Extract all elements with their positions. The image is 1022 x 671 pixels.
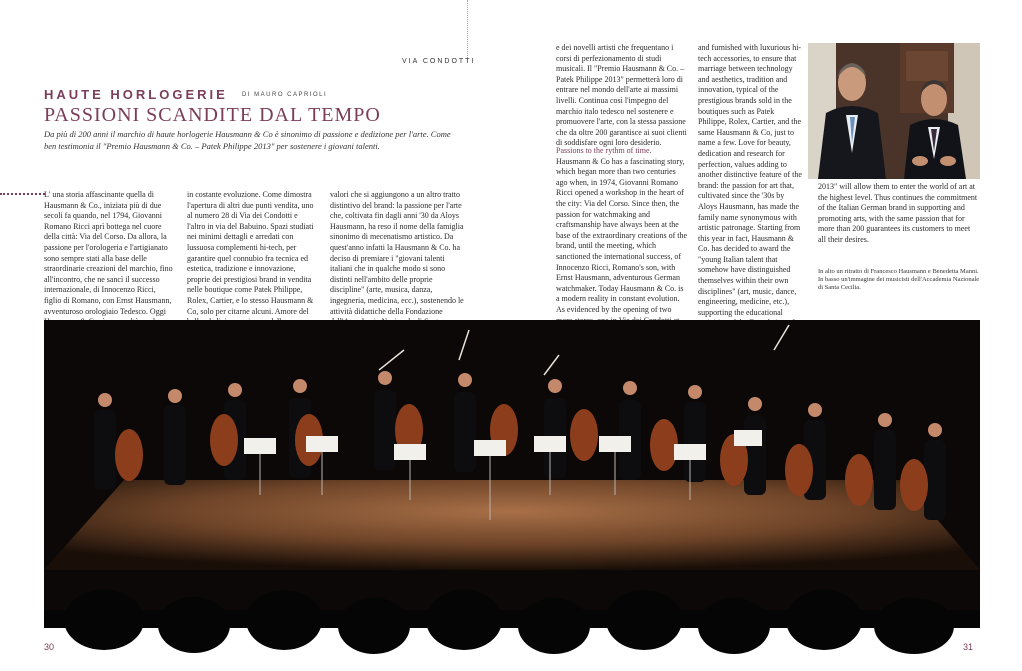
body-column-4 <box>556 43 688 147</box>
page-fold-line <box>467 0 468 62</box>
page-number-right: 31 <box>963 642 974 652</box>
dotted-rule <box>0 193 45 195</box>
body-text: e dei novelli artisti che frequentano i corsi di perfezionamento di studi musicali. Il "Premio Hausmann & Co. – Patek Philippe 2013" permetterà loro di entrare nel mondo dell'arte ai massimi livelli. Continua così l'impegno del marchio italo tedesco nel sostenere e promuovere l'arte, con la stessa passione che da oltre 200 garantisce ai suoi clienti di soddisfare ogni loro desiderio. <box>556 43 687 148</box>
english-subhead: Passions to the rythm of time. <box>556 146 652 155</box>
article-kicker: HAUTE HORLOGERIE <box>44 87 228 102</box>
body-text: Hausmann & Co has a fascinating story, which began more than two centuries ago when, in 1974, Giovanni Romano Ricci opened a workshop in the heart of the city: Via del Corso. Since then, the passion for watchmaking and craftsmanship have always been at the base of the extraordinary creations of the brand, until the meeting, which sanctioned the international success, of Innocenzo Ricci, Romano's son, with Ernst Hausmann, adventurous German watchmaker. Today Hausmann & Co. is a modern reality in constant evolution. As evidenced by the opening of two <box>556 156 688 314</box>
page-number-left: 30 <box>44 642 55 652</box>
concert-illustration <box>44 320 980 628</box>
body-column-5 <box>698 43 804 319</box>
article-title: PASSIONI SCANDITE DAL TEMPO <box>44 104 381 126</box>
portrait-illustration <box>808 43 980 179</box>
body-column-3 <box>330 190 466 318</box>
body-column-2 <box>187 190 317 318</box>
body-text: valori che si aggiungono a un altro tratto distintivo del brand: la passione per l'arte che, coltivata fin dagli anni '30 da Aloys Hausmann, ha reso il nome della famiglia sinonimo di mecenatismo artistico. Da quest'anno infatti la Hausmann & Co. ha deciso di premiare i "giovani talenti italiani che in qualche modo si sono distinti nell'ambito delle proprie discipline" (arte, musica, danza, ingegneria, medicina, ecc.), sostenendo le attività didattiche della Fondazione <box>330 190 464 316</box>
body-text: and furnished with luxurious hi-tech accessories, to ensure that marriage between technology and aesthetics, tradition and innovation, typical of the prestigious brands sold in the boutiques such as Patek Philippe, Rolex, Cartier, and the same Hausmann & Co, just to name a few. Love for beauty, dedication and research for perfection, values adding to another distinctive feature of the brand: the passion for art that, cultivated since the '30s by Aloys Hausmann, has made the family name synonymous with artistic patronage. Starting from this year in fact, Hausmann & Co. has decided to award the "young Italian talent that somehow have distinguished themselves within their own disciplines" (art, music, dance, engineering, medicine, etc.), supporting the educational <box>698 43 802 317</box>
concert-photo <box>44 320 980 628</box>
article-subtitle: Da più di 200 anni il marchio di haute horlogerie Hausmann & Co è sinonimo di passione e dedizione per l'arte. Come ben testimonia il "Premio Hausmann & Co. – Patek Philippe 2013" per sostenere i giovani talenti. <box>44 129 451 151</box>
body-column-6 <box>818 182 978 242</box>
body-text: in costante evoluzione. Come dimostra l'apertura di altri due punti vendita, uno al numero 28 di Via dei Condotti e l'altro in via del Babuino. Spazi studiati nei minimi dettagli e arredati con lussuosa complementi hi-tech, per garantire quel connubio fra tecnica ed estetica, tradizione e innovazione, proprie dei prestigiosi brand in vendita nelle boutique come Patek Philippe, Rolex, Cartier, e lo stesso Hausmann & Co, solo per citarne alcuni. Amore del <box>187 190 314 316</box>
caption-top: In alto un ritratto di Francesco Hausmann e Benedetta Manni. <box>818 268 979 275</box>
article-byline: DI MAURO CAPRIOLI <box>242 92 328 98</box>
body-text: 2013" will allow them to enter the world of art at the highest level. Thus continues the commitment of the Italian German brand in supporting and promoting arts, with the same passion that for more than 200 guarantees its customers to meet all their desires. <box>818 182 978 244</box>
body-text: L' una storia affascinante quella di Hausmann & Co., iniziata più di due secoli fa quando, nel 1794, Giovanni Romano Ricci aprì bottega nel cuore della città: Via del Corso. Da allora, la passione per l'orologeria e l'artigianato sono sempre stati alla base delle straordinarie creazioni del marchio, fino all'incontro, che ne sancì il successo internazionale, di Innocenzo Ricci, figlio di Romano, con Ernst Hausmann, avventuroso orologiaio Tedesco. Oggi <box>44 190 173 316</box>
section-label: VIA CONDOTTI <box>402 58 476 65</box>
caption-bottom: In basso un'immagine dei musicisti dell'Accademia Nazionale di Santa Cecilia. <box>818 276 980 291</box>
body-column-4-english <box>556 146 688 316</box>
portrait-photo <box>808 43 980 179</box>
photo-caption <box>818 268 983 292</box>
body-column-1 <box>44 190 174 318</box>
